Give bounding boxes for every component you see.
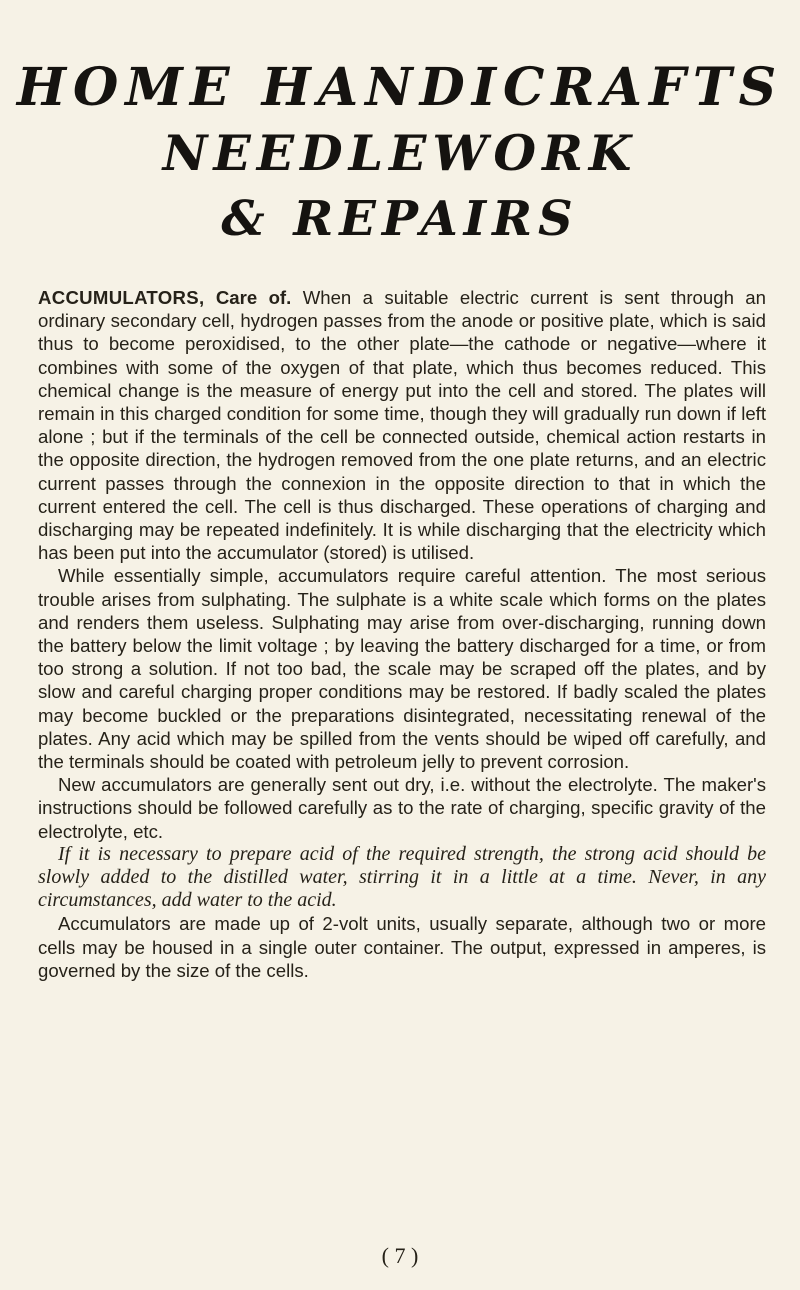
heading-line-2: NEEDLEWORK — [162, 124, 638, 182]
page-number: ( 7 ) — [381, 1243, 419, 1268]
paragraph-4-italic: If it is necessary to prepare acid of the required strength, the strong acid should be slowly added to the distilled water, stirring it in a little at a time. Never, in any circumstances, add water to the acid. — [38, 842, 766, 912]
heading-line-1: HOME HANDICRAFTS — [16, 57, 784, 118]
heading-line-3: & REPAIRS — [221, 191, 579, 247]
paragraph-2: While essentially simple, accumulators require careful attention. The most serious trouble arises from sulphating. The sulphate is a white scale which forms on the plates and renders them useless. Sulphating may arise from over-discharging, running down the battery below the limit voltage ; by leaving the battery discharged for a time, or from too strong a solution. If not too bad, the scale may be scraped off the plates, and by slow and careful charging proper conditions may be restored. If badly scaled the plates may become buckled or the preparations disintegrated, necessitating renewal of the plates. Any acid which may be spilled from the vents should be wiped off carefully, and the terminals should be coated with petroleum jelly to prevent corrosion. — [38, 565, 766, 773]
paragraph-1-text: When a suitable electric current is sent through an ordinary secondary cell, hydrogen passes from the anode or positive plate, which is said thus to become peroxidised, to the other plate—the cathode or negative—where it combines with some of the oxygen of that plate, which thus becomes reduced. This chemical change is the measure of energy put into the cell and stored. The plates will remain in this charged condition for some time, though they will gradually run down if left alone ; but if the terminals of the cell be connected outside, chemical action restarts in the opposite direction, the hydrogen removed from the one plate returns, and an electric current passes through the connexion in the opposite direction to that in which the current entered the cell. The cell is thus discharged. These operations of charging and discharging may be repeated indefinitely. It is while discharging that the electricity which has been put into the accumulator (stored) is utilised. — [38, 287, 766, 564]
paragraph-5: Accumulators are made up of 2-volt units, usually separate, although two or more cells may be housed in a single outer container. The output, expressed in amperes, is governed by the size of the cells. — [38, 913, 766, 981]
paragraph-1 — [38, 286, 766, 564]
article-body — [38, 286, 766, 982]
entry-title: ACCUMULATORS, — [38, 287, 205, 308]
entry-title-suffix: Care of. — [215, 287, 292, 308]
paragraph-3: New accumulators are generally sent out dry, i.e. without the electrolyte. The maker's instructions should be followed carefully as to the rate of charging, specific gravity of the electrolyte, etc. — [38, 774, 766, 842]
